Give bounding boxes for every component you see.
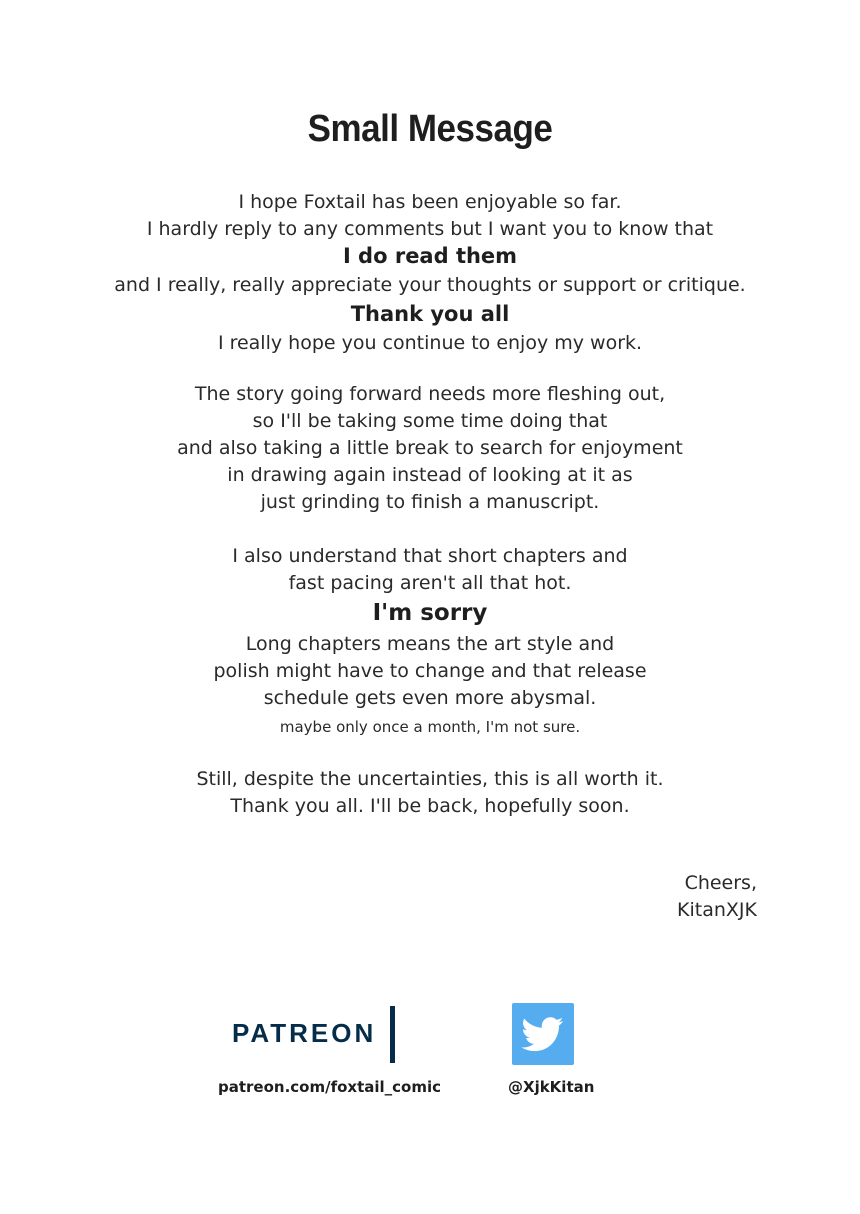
paragraph-3-footnote: maybe only once a month, I'm not sure.	[279, 718, 581, 736]
twitter-bird-glyph	[520, 1013, 566, 1055]
paragraph-3-emphasis-sorry: I'm sorry	[372, 600, 488, 626]
paragraph-1-emphasis-thanks: Thank you all	[350, 302, 510, 326]
twitter-bird-icon[interactable]	[512, 1003, 574, 1065]
paragraph-3-line-4: Long chapters means the art style and	[245, 633, 615, 655]
patreon-logo[interactable]: PATREON	[232, 1018, 377, 1048]
paragraph-2-line-4: in drawing again instead of looking at it as	[227, 464, 633, 486]
twitter-handle-link[interactable]: @XjkKitan	[508, 1078, 595, 1096]
paragraph-4-line-1: Still, despite the uncertainties, this is all worth it.	[196, 768, 664, 790]
paragraph-1-line-2: I hardly reply to any comments but I want you to know that	[146, 218, 714, 240]
page-title: Small Message	[307, 108, 553, 150]
paragraph-1-emphasis-read: I do read them	[342, 244, 518, 268]
signature-name: KitanXJK	[677, 899, 757, 921]
paragraph-2-line-3: and also taking a little break to search for enjoyment	[177, 437, 683, 459]
paragraph-1-line-1: I hope Foxtail has been enjoyable so far.	[238, 191, 622, 213]
paragraph-3-line-1: I also understand that short chapters and	[232, 545, 628, 567]
paragraph-1-line-4: and I really, really appreciate your thoughts or support or critique.	[114, 274, 746, 296]
paragraph-4-line-2: Thank you all. I'll be back, hopefully soon.	[230, 795, 630, 817]
paragraph-2-line-2: so I'll be taking some time doing that	[252, 410, 608, 432]
paragraph-3-line-6: schedule gets even more abysmal.	[263, 687, 597, 709]
paragraph-2-line-1: The story going forward needs more fleshing out,	[194, 383, 666, 405]
paragraph-2-line-5: just grinding to finish a manuscript.	[260, 491, 600, 513]
paragraph-3-line-5: polish might have to change and that release	[213, 660, 647, 682]
paragraph-1-line-6: I really hope you continue to enjoy my work.	[217, 332, 643, 354]
paragraph-3-line-2: fast pacing aren't all that hot.	[288, 572, 572, 594]
patreon-link[interactable]: patreon.com/foxtail_comic	[218, 1078, 442, 1096]
patreon-logo-bar	[390, 1006, 395, 1063]
signature-greeting: Cheers,	[684, 872, 757, 894]
